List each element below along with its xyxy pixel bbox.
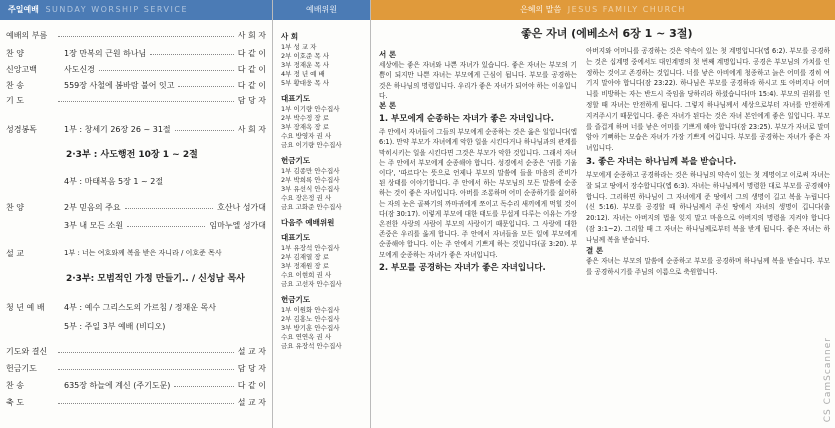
order-row [6,274,266,285]
order-label: 설 교 [6,249,24,258]
order-row [6,380,266,391]
order-of-worship-panel [0,0,272,428]
sermon-panel [370,0,835,428]
committee-member: 2부 김재열 장 로 [281,253,330,261]
order-leader: 다 같 이 [237,81,266,90]
committee-member: 금요 유장석 안수집사 [281,342,342,350]
order-label: 찬 양 [6,203,24,212]
left-header-title: 주일예배 [8,5,39,14]
order-content: 4부 : 마태복음 5장 1 ~ 2절 [64,177,164,186]
order-content: 1장 만복의 근원 하나님 [64,49,147,58]
dotted-leader [150,54,234,55]
order-label: 성경봉독 [6,125,37,134]
order-content: 2부 믿음의 주요 [64,203,121,212]
dotted-leader [175,130,234,131]
sermon-title: 좋은 자녀 (에베소서 6장 1 ~ 3절) [521,27,693,40]
order-row [6,346,266,357]
order-content: 1부 : 창세기 26장 26 ~ 31절 [64,125,171,134]
order-content: 2·3부: 모범적인 가정 만들기.. / 신성남 목사 [66,274,245,284]
sermon-paragraph: 부모에게 순종하고 공경하라는 것은 하나님의 약속이 있는 첫 계명이고 이로써 자녀는 잘 되고 땅에서 장수합니다(엡 6:3). 자녀는 하나님께서 명령한 대로 부모를 공경해야 합니다. 그리하면 하나님이 그 자녀에게 준 땅에서 그의 생명이 길고 복을 누립니다(신 5:16). 부모를 공경할 때 하나님께서 주신 땅에서 자녀의 생명이 깁니다(출 20:12). 자녀는 아버지의 법을 잊지 말고 마음으로 아버지의 명령을 지켜야 합니다(잠 3:1~2). 그리할 때 그 자녀는 하나님께로부터 복을 받게 됩니다. 좋은 자녀는 하나님께 복을 받습니다. [586,170,830,244]
committee-section-title: 헌금기도 [281,156,310,165]
dotted-leader [58,403,234,404]
committee-member: 금요 고화준 안수집사 [281,203,342,211]
committee-member: 1부 이원화 안수집사 [281,306,340,314]
order-leader: 담 당 자 [237,364,266,373]
order-row [6,150,266,161]
order-label: 헌금기도 [6,364,37,373]
order-row [6,64,266,75]
dotted-leader [125,208,213,209]
sermon-body [371,20,835,428]
order-leader: 다 같 이 [237,381,266,390]
sermon-paragraph: 아버지와 어머니를 공경하는 것은 약속이 있는 첫 계명입니다(엡 6:2). 부모를 공경하는 것은 십계명 중에서도 대인계명의 첫 번째 계명입니다. 공경은 부모님의 가치를 인정하는 것이고 존경하는 것입니다. 너를 낳은 아비에게 청종하고 늙은 어미를 경히 여기지 말아야 합니다(잠 23:22). 하나님은 부모를 공경하라 하시고 또 아버지나 어머니를 비방하는 자는 반드시 죽임을 당하리라 하셨습니다(마 15:4). 부모의 권위를 인정할 때 자녀는 안전하게 됩니다. 그렇지 하나님께서 세상으로부터 자녀를 안전하게 지켜주시기 때문입니다. 좋은 자녀가 된다는 것은 자녀 본인에게 좋은 일입니다. 부모를 즐겁게 하며 너를 낳은 어미를 기쁘게 해야 합니다(잠 23:25). 부모가 자녀로 말미암아 기뻐하는 모습은 자녀가 가장 기쁘게 여깁니다. 부모를 공경하는 자녀가 좋은 자녀입니다. [586,47,830,153]
order-content: 635장 하늘에 계신 (주기도문) [64,381,171,390]
order-label: 기 도 [6,96,24,105]
right-header [371,0,835,20]
dotted-leader [58,36,234,37]
committee-member: 3부 방기훈 안수집사 [281,324,340,332]
committee-member: 4부 정 년 예 배 [281,70,325,78]
left-header-sub: SUNDAY WORSHIP SERVICE [45,5,188,14]
dotted-leader [58,352,234,353]
order-leader: 설 교 자 [237,398,266,407]
committee-member: 3부 정재원 장 로 [281,262,330,270]
order-label: 찬 양 [6,49,24,58]
order-leader: 설 교 자 [237,347,266,356]
committee-member: 5부 황대웅 목 사 [281,79,330,87]
committee-member: 수요 방영자 권 사 [281,132,332,140]
committee-member: 2부 김홍노 안수집사 [281,315,340,323]
order-row [6,95,266,106]
committee-member: 1부 유장석 안수집사 [281,244,340,252]
dotted-leader [178,86,234,87]
order-row [6,30,266,41]
order-leader: 사 회 자 [237,31,266,40]
order-leader: 임마누엘 성가대 [209,221,266,230]
committee-section-title: 대표기도 [281,94,310,103]
committee-member: 1부 성 교 자 [281,43,317,51]
sermon-section-heading: 결 론 [586,245,604,255]
order-content: 5부 : 주일 3부 예배 (비디오) [64,322,166,331]
order-row [6,363,266,374]
order-row [6,302,266,313]
order-row [6,397,266,408]
order-content: 559장 사철에 봄바람 불어 잇고 [64,81,175,90]
order-leader: 다 같 이 [237,49,266,58]
sermon-paragraph: 세상에는 좋은 자녀와 나쁜 자녀가 있습니다. 좋은 자녀는 부모의 기쁨이 되지만 나쁜 자녀는 부모에게 근심이 됩니다. 부모를 공경하는 것은 하나님의 명령입니다. 우리가 좋은 자녀가 되어야 하는 이유입니다. [379,61,577,100]
right-header-title: 은혜의 말씀 [520,5,562,14]
committee-member: 1부 김종만 안수집사 [281,167,340,175]
right-header-sub: JESUS FAMILY CHURCH [567,5,686,14]
committee-member: 2부 이호준 목 사 [281,52,330,60]
committee-member: 수요 이현희 권 사 [281,271,332,279]
order-leader: 사 회 자 [237,125,266,134]
committee-member: 금요 이기량 안수집사 [281,141,342,149]
mid-header [273,0,370,20]
committee-member: 수요 장은정 권 사 [281,194,332,202]
sermon-section-heading: 서 론 [379,50,397,59]
committee-member: 수요 연연옥 권 사 [281,333,332,341]
order-row [6,220,266,231]
order-label: 찬 송 [6,81,24,90]
sermon-column-right [586,46,830,278]
order-content: 3부 내 모든 소원 [64,221,124,230]
committee-member: 1부 이기량 안수집사 [281,105,340,113]
order-content: 2·3부 : 사도행전 10장 1 ~ 2절 [66,150,198,160]
sermon-paragraph: 주 안에서 자녀들이 그들의 부모에게 순종하는 것은 옳은 일입니다(엡 6:1). 만약 부모가 자녀에게 악한 일을 시킨다거나 하나님과의 관계를 막히시키는 일을 시킨다면 그것은 부모가 악한 것입니다. 그래서 자녀는 주 안에서 부모에게 순종해야 합니다. 성경에서 순종은 '귀를 기울이다', '따르다'는 뜻으로 언제나 부모의 말씀에 들을 마음의 준비가 된 상태를 이야기합니다. 주 안에서 하는 부모님의 모든 말씀에 순종하는 것이 좋은 자녀입니다. 아버를 조롱하며 어미 순종하기를 싫어하는 자의 눈은 골짜기의 까마귀에게 쪼이고 독수리 새끼에게 먹힐 것이다(잠 30:17). 이렇게 부모에 대한 태도를 무섭게 다루는 이유는 가장 온전한 사랑의 사람이 부모의 사랑이기 때문입니다. 그 사랑에 대한 존중은 우리를 옳게 합니다. 주 안에서 자녀들을 모든 일에 부모에게 순종해야 합니다. 이는 주 안에서 기쁘게 하는 것입니다(골 3:20). 부모에게 순종하는 자녀가 좋은 자녀입니다. [379,128,577,259]
order-leader: 담 당 자 [237,96,266,105]
committee-member: 3부 정재운 목 사 [281,61,330,69]
order-label: 기도와 결신 [6,347,48,356]
committee-member: 금요 고선자 안수집사 [281,280,342,288]
dotted-leader [58,369,234,370]
order-label: 찬 송 [6,381,24,390]
committee-section-title: 다음주 예배위원 [281,218,335,227]
order-row [6,321,266,332]
committee-section-title: 헌금기도 [281,295,310,304]
order-content: 1부 : 너는 여호와께 복을 받은 자니라 / 이호준 목사 [64,249,222,257]
sermon-section-heading: 본 론 [379,101,397,111]
order-leader: 다 같 이 [237,65,266,74]
order-content: 사도신경 [64,65,95,74]
sermon-point-title: 2. 부모를 공경하는 자녀가 좋은 자녀입니다. [379,262,546,273]
order-label: 청 년 예 배 [6,303,45,312]
order-row [6,248,266,259]
order-row [6,124,266,135]
committee-section-title: 대표기도 [281,233,310,242]
committee-section-title: 사 회 [281,32,299,41]
committee-member: 2부 박희록 안수집사 [281,176,340,184]
dotted-leader [99,70,234,71]
order-row [6,80,266,91]
order-label: 예배의 부름 [6,31,48,40]
sermon-paragraph: 좋은 자녀는 부모의 말씀에 순종하고 부모를 공경하며 하나님께 복을 받습니다. 부모를 공경하시기를 주님의 이름으로 축원합니다. [586,257,830,277]
committee-member: 3부 장재옥 장 로 [281,123,330,131]
dotted-leader [174,386,234,387]
left-header [0,0,272,20]
sermon-point-title: 3. 좋은 자녀는 하나님께 복을 받습니다. [586,156,737,167]
dotted-leader [127,226,205,227]
order-row [6,48,266,59]
order-leader: 호산나 성가대 [217,203,266,212]
dotted-leader [58,101,234,102]
order-row [6,176,266,187]
committee-member: 3부 유선식 안수집사 [281,185,340,193]
order-list [0,20,272,428]
worship-committee-panel [272,0,370,428]
sermon-column-left [379,50,577,276]
committee-list [273,20,370,357]
order-label: 신앙고백 [6,65,37,74]
committee-member: 2부 박수정 장 로 [281,114,330,122]
order-content: 4부 : 예수 그리스도의 가르침 / 정재운 목사 [64,303,216,312]
order-label: 축 도 [6,398,24,407]
scanner-watermark: CS CamScanner [823,336,833,422]
order-row [6,202,266,213]
mid-header-title: 예배위원 [306,5,337,14]
sermon-point-title: 1. 부모에게 순종하는 자녀가 좋은 자녀입니다. [379,114,554,125]
